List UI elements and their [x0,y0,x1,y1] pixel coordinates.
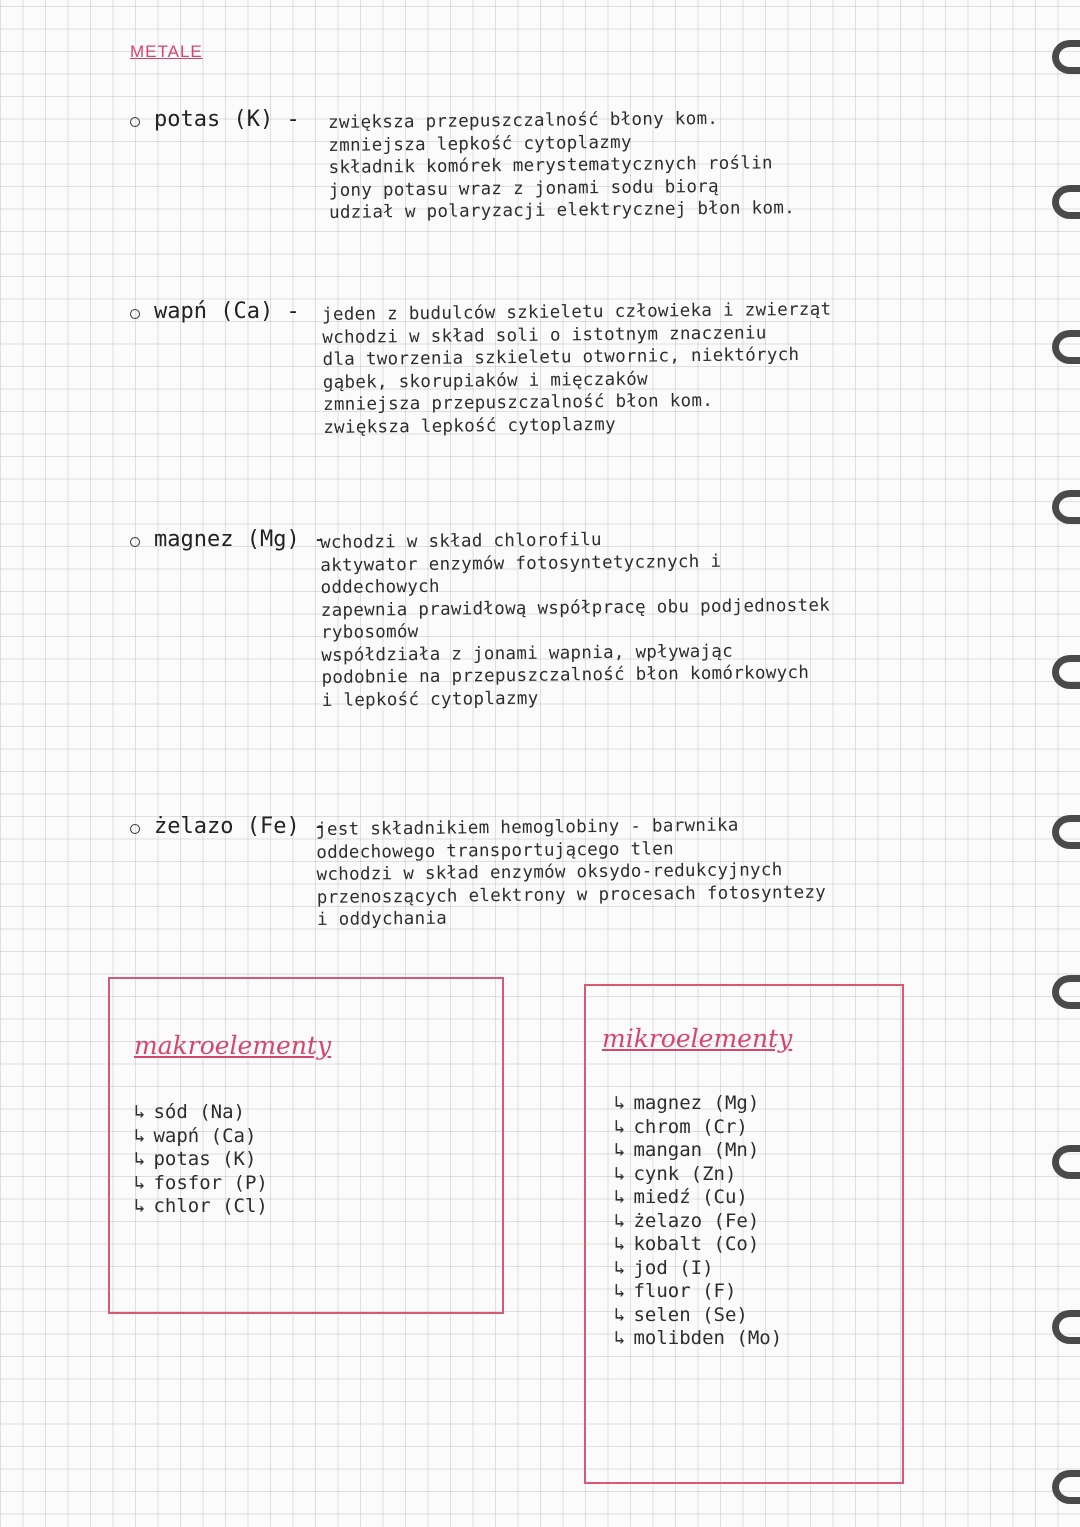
arrow-icon: ↳ [614,1092,626,1114]
list-item [614,1233,782,1257]
list-item [614,1163,782,1187]
text-line: wchodzi w skład chlorofilu [320,530,602,553]
binder-ring-icon [1052,975,1080,1009]
element-label: miedź (Cu) [633,1186,748,1208]
list-item [614,1116,782,1140]
text-line: współdziała z jonami wapnia, wpływając [321,641,734,666]
text-line: składnik komórek merystematycznych roślin [328,153,773,178]
list-item [614,1304,782,1328]
list-item [614,1257,782,1281]
list-item [614,1280,782,1304]
element-label: cynk (Zn) [633,1162,737,1185]
arrow-icon: ↳ [614,1139,626,1161]
text-line: i lepkość cytoplazmy [321,688,539,711]
list-item [614,1210,782,1234]
section-heading: magnez (Mg) - [154,527,327,552]
text-line: aktywator enzymów fotosyntetycznych i [320,551,722,576]
list-item [134,1148,268,1172]
text-line: i oddychania [316,908,448,930]
section-potassium [130,108,1040,258]
text-line: zapewnia prawidłową współpracę obu podjednostek [320,595,831,621]
element-label: kobalt (Co) [633,1233,760,1255]
arrow-icon: ↳ [614,1256,626,1279]
text-line: zwiększa przepuszczalność błony kom. [328,108,719,133]
element-label: magnez (Mg) [633,1092,760,1114]
element-label: żelazo (Fe) [633,1209,760,1232]
microelements-box [584,984,904,1484]
binder-ring-icon [1052,1470,1080,1504]
text-line: podobnie na przepuszczalność błon komórkowych [321,662,810,688]
element-label: sód (Na) [153,1101,245,1123]
list-item [134,1195,268,1219]
text-line: wchodzi w skład soli o istotnym znaczeniu [322,322,767,348]
section-lines [316,814,826,932]
list-item [614,1139,782,1163]
text-line: wchodzi w skład enzymów oksydo-redukcyjnych [316,860,783,885]
text-line: jeden z budulców szkieletu człowieka i zwierząt [322,299,832,325]
binder-ring-icon [1052,40,1080,74]
list-item [614,1327,782,1351]
microelements-title: mikroelementy [602,1024,793,1053]
element-label: wapń (Ca) [153,1124,257,1147]
section-lines [328,107,795,224]
list-item [134,1172,268,1196]
arrow-icon: ↳ [614,1186,626,1208]
macroelements-title: makroelementy [134,1031,332,1060]
text-line: gąbek, skorupiaków i mięczaków [322,369,648,393]
element-label: fosfor (P) [153,1171,268,1194]
section-lines [320,527,831,712]
bullet-icon [130,537,140,547]
text-line: oddechowego transportującego tlen [316,838,675,863]
element-label: potas (K) [153,1148,257,1170]
list-item [134,1125,268,1149]
macroelements-box [108,977,504,1314]
arrow-icon: ↳ [614,1209,626,1232]
list-item [614,1186,782,1210]
element-label: chlor (Cl) [153,1195,268,1217]
arrow-icon: ↳ [614,1327,626,1349]
section-heading: potas (K) - [154,107,300,132]
text-line: zmniejsza lepkość cytoplazmy [328,132,632,156]
bullet-icon [130,309,140,319]
binder-ring-icon [1052,185,1080,219]
section-calcium [130,300,1040,490]
text-line: jony potasu wraz z jonami sodu biorą [328,176,719,201]
bullet-icon [130,824,140,834]
element-label: jod (I) [633,1256,714,1279]
binder-ring-icon [1052,655,1080,689]
microelements-list [614,1092,782,1351]
text-line: zwiększa lepkość cytoplazmy [323,414,616,438]
text-line: dla tworzenia szkieletu otwornic, niektórych [322,345,800,370]
text-line: rybosomów [320,621,419,643]
arrow-icon: ↳ [134,1124,146,1147]
element-label: molibden (Mo) [633,1327,783,1349]
list-item [134,1101,268,1125]
arrow-icon: ↳ [614,1115,626,1138]
list-item [614,1092,782,1116]
arrow-icon: ↳ [134,1171,146,1194]
arrow-icon: ↳ [134,1101,146,1123]
bullet-icon [130,117,140,127]
binder-ring-icon [1052,1145,1080,1179]
arrow-icon: ↳ [134,1195,146,1217]
arrow-icon: ↳ [614,1162,626,1185]
macroelements-list [134,1101,268,1219]
section-heading: żelazo (Fe) - [154,814,327,839]
element-label: chrom (Cr) [633,1115,748,1138]
binder-ring-icon [1052,815,1080,849]
element-label: selen (Se) [633,1303,748,1326]
arrow-icon: ↳ [134,1148,146,1170]
arrow-icon: ↳ [614,1303,626,1326]
binder-ring-icon [1052,490,1080,524]
element-label: mangan (Mn) [633,1139,760,1161]
binder-ring-icon [1052,1310,1080,1344]
arrow-icon: ↳ [614,1233,626,1255]
page-title: METALE [130,42,203,61]
section-magnesium [130,528,1040,773]
text-line: zmniejsza przepuszczalność błon kom. [322,390,714,415]
text-line: oddechowych [320,576,440,598]
section-iron [130,815,1040,965]
section-heading: wapń (Ca) - [154,299,300,324]
arrow-icon: ↳ [614,1280,626,1302]
text-line: jest składnikiem hemoglobiny - barwnika [316,815,739,840]
section-lines [322,299,833,439]
element-label: fluor (F) [633,1280,737,1302]
text-line: przenoszących elektrony w procesach fotosyntezy [316,882,827,908]
text-line: udział w polaryzacji elektrycznej błon kom. [328,198,796,223]
binder-ring-icon [1052,330,1080,364]
